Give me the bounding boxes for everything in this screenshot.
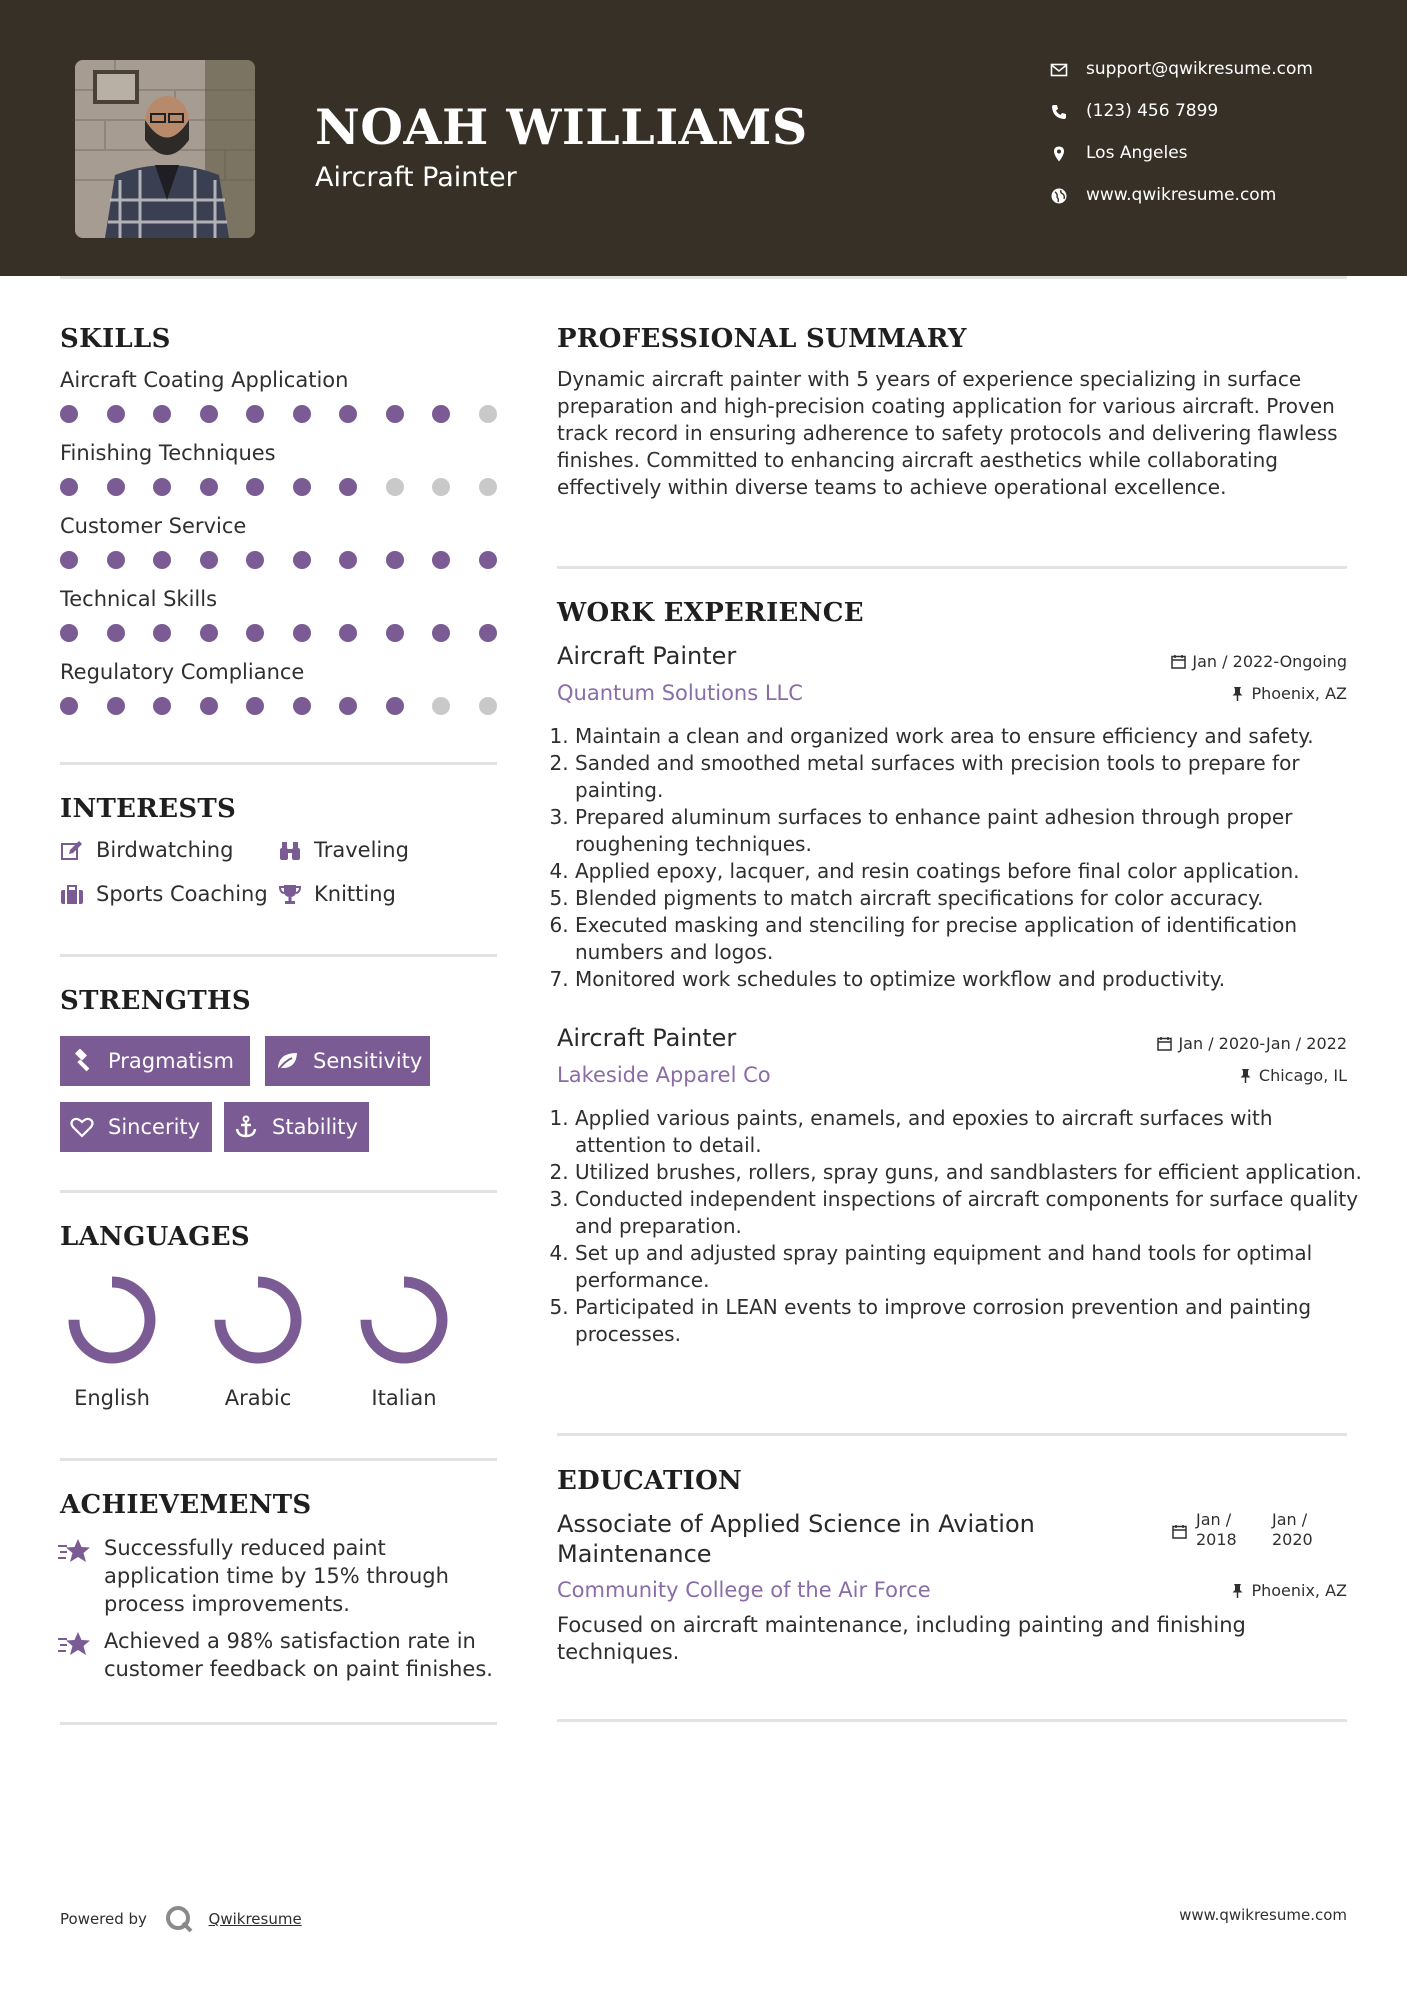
strength-badge-pragmatism	[60, 1036, 250, 1086]
anchor-icon	[234, 1115, 258, 1139]
skill-dot-filled	[432, 405, 450, 423]
heart-icon	[70, 1115, 94, 1139]
skill-dot-filled	[107, 478, 125, 496]
skill-dot-filled	[60, 624, 78, 642]
binoculars-icon	[278, 840, 302, 862]
skill-dot-filled	[153, 624, 171, 642]
calendar-icon	[1157, 1036, 1172, 1051]
language-level-arc	[220, 1282, 296, 1358]
skill-dot-filled	[293, 551, 311, 569]
pushpin-icon	[1230, 686, 1245, 701]
skill-dot-filled	[107, 551, 125, 569]
strength-label: Sensitivity	[313, 1049, 423, 1073]
footer-powered-by	[60, 1904, 302, 1934]
interest-label: Sports Coaching	[96, 882, 268, 906]
skill-name: Aircraft Coating Application	[60, 368, 349, 392]
date-month: Jan /	[1196, 1510, 1232, 1529]
skill-dot-filled	[200, 551, 218, 569]
skill-name: Technical Skills	[60, 587, 218, 611]
qwikresume-logo-icon	[164, 1904, 194, 1934]
education-end-date	[1272, 1510, 1313, 1550]
globe-icon	[1050, 187, 1068, 205]
map-pin-icon	[1050, 145, 1068, 163]
gavel-icon	[70, 1049, 94, 1073]
job-dates-text: Jan / 2020-Jan / 2022	[1178, 1034, 1347, 1053]
language-level-arc	[366, 1282, 442, 1358]
job-bullet: 5. Blended pigments to match aircraft specifications for color accuracy.	[575, 885, 1365, 912]
phone-icon	[1050, 103, 1068, 121]
language-label: English	[74, 1386, 150, 1410]
job-dates	[1157, 1034, 1347, 1053]
strength-badge-sensitivity	[265, 1036, 430, 1086]
job-bullet: 5. Participated in LEAN events to improve corrosion prevention and painting processes.	[575, 1294, 1365, 1348]
interest-label: Knitting	[314, 882, 396, 906]
skill-dot-filled	[60, 551, 78, 569]
skill-name: Customer Service	[60, 514, 247, 538]
skill-dot-filled	[479, 551, 497, 569]
job-bullets	[557, 723, 1365, 993]
job-bullet: 3. Conducted independent inspections of aircraft components for surface quality and preparation.	[575, 1186, 1365, 1240]
pushpin-icon	[1230, 1583, 1245, 1598]
experience-divider	[557, 1433, 1347, 1436]
skill-dot-filled	[339, 478, 357, 496]
job-bullets	[557, 1105, 1365, 1348]
skill-dot-filled	[107, 624, 125, 642]
job-role: Aircraft Painter	[557, 1024, 737, 1052]
skill-dot-filled	[293, 624, 311, 642]
languages-heading: LANGUAGES	[60, 1222, 250, 1252]
powered-by-text: Powered by	[60, 1910, 147, 1928]
skill-dot-filled	[153, 551, 171, 569]
skill-dot-filled	[339, 405, 357, 423]
education-location	[1230, 1581, 1347, 1600]
job-company: Lakeside Apparel Co	[557, 1063, 771, 1087]
summary-divider	[557, 566, 1347, 569]
skill-dot-empty	[479, 478, 497, 496]
resume-header	[0, 0, 1407, 276]
profile-photo	[75, 60, 255, 238]
skill-name: Regulatory Compliance	[60, 660, 305, 684]
skill-dot-filled	[432, 551, 450, 569]
envelope-icon	[1050, 61, 1068, 79]
strengths-divider	[60, 1190, 497, 1193]
contact-phone-text: (123) 456 7899	[1086, 101, 1219, 121]
date-year: 2020	[1272, 1530, 1313, 1549]
job-bullet: 1. Applied various paints, enamels, and epoxies to aircraft surfaces with attention to detail.	[575, 1105, 1365, 1159]
achievement-item: Achieved a 98% satisfaction rate in customer feedback on paint finishes.	[104, 1629, 493, 1681]
candidate-title: Aircraft Painter	[315, 162, 517, 193]
job-location-text: Chicago, IL	[1258, 1066, 1347, 1085]
skills-heading: SKILLS	[60, 324, 171, 354]
skill-dot-filled	[432, 624, 450, 642]
pencil-square-icon	[60, 840, 84, 862]
job-bullet: 2. Sanded and smoothed metal surfaces with precision tools to prepare for painting.	[575, 750, 1365, 804]
skill-dot-filled	[246, 697, 264, 715]
trophy-icon	[278, 884, 302, 906]
skill-dot-empty	[479, 697, 497, 715]
language-level-ring	[354, 1270, 454, 1370]
skill-dot-filled	[479, 624, 497, 642]
date-year: 2018	[1196, 1530, 1237, 1549]
calendar-icon	[1172, 1524, 1187, 1539]
skill-dot-filled	[339, 697, 357, 715]
skills-divider	[60, 762, 497, 765]
strength-label: Stability	[272, 1115, 358, 1139]
language-level-ring	[62, 1270, 162, 1370]
skill-dot-filled	[60, 405, 78, 423]
summary-heading: PROFESSIONAL SUMMARY	[557, 324, 967, 354]
education-description: Focused on aircraft maintenance, including painting and finishing techniques.	[557, 1613, 1246, 1664]
achievements-divider	[60, 1722, 497, 1725]
skill-dot-filled	[293, 405, 311, 423]
skill-dot-filled	[386, 551, 404, 569]
interests-heading: INTERESTS	[60, 794, 237, 824]
star-icon	[58, 1630, 92, 1660]
interest-label: Birdwatching	[96, 838, 234, 862]
star-icon	[58, 1537, 92, 1567]
skill-dot-filled	[386, 405, 404, 423]
candidate-name: NOAH WILLIAMS	[315, 98, 808, 156]
skill-dot-filled	[339, 624, 357, 642]
strengths-heading: STRENGTHS	[60, 986, 251, 1016]
skill-dot-filled	[246, 478, 264, 496]
language-level-ring	[208, 1270, 308, 1370]
skill-dot-filled	[200, 478, 218, 496]
achievement-item: Successfully reduced paint application time by 15% through process improvements.	[104, 1536, 449, 1616]
skill-dot-empty	[432, 478, 450, 496]
job-dates	[1171, 652, 1347, 671]
header-divider	[60, 276, 1347, 279]
achievements-heading: ACHIEVEMENTS	[60, 1490, 312, 1520]
interest-knitting	[278, 882, 498, 912]
job-location	[1238, 1066, 1347, 1085]
education-school: Community College of the Air Force	[557, 1578, 931, 1602]
job-bullet: 7. Monitored work schedules to optimize workflow and productivity.	[575, 966, 1365, 993]
education-location-text: Phoenix, AZ	[1251, 1581, 1347, 1600]
contact-email-text: support@qwikresume.com	[1086, 59, 1313, 79]
skill-dot-filled	[153, 478, 171, 496]
education-start-date	[1196, 1510, 1237, 1550]
job-bullet: 1. Maintain a clean and organized work area to ensure efficiency and safety.	[575, 723, 1365, 750]
date-month: Jan /	[1272, 1510, 1308, 1529]
education-degree: Associate of Applied Science in Aviation	[557, 1510, 1035, 1538]
skill-dot-filled	[200, 405, 218, 423]
contact-location-text: Los Angeles	[1086, 143, 1188, 163]
strength-label: Sincerity	[108, 1115, 201, 1139]
footer-site-link[interactable]: www.qwikresume.com	[1179, 1906, 1347, 1924]
job-bullet: 3. Prepared aluminum surfaces to enhance paint adhesion through proper roughening techniques.	[575, 804, 1365, 858]
job-bullet: 6. Executed masking and stenciling for precise application of identification numbers and logos.	[575, 912, 1365, 966]
job-bullet: 4. Applied epoxy, lacquer, and resin coatings before final color application.	[575, 858, 1365, 885]
education-heading: EDUCATION	[557, 1466, 743, 1496]
leaf-icon	[275, 1049, 299, 1073]
strength-badge-stability	[224, 1102, 369, 1152]
skill-dot-filled	[200, 697, 218, 715]
skill-dot-filled	[153, 405, 171, 423]
skill-dot-filled	[386, 697, 404, 715]
skill-dot-filled	[339, 551, 357, 569]
skill-dot-empty	[432, 697, 450, 715]
job-company: Quantum Solutions LLC	[557, 681, 803, 705]
job-role: Aircraft Painter	[557, 642, 737, 670]
job-bullet: 2. Utilized brushes, rollers, spray guns, and sandblasters for efficient application.	[575, 1159, 1365, 1186]
skill-dot-filled	[386, 624, 404, 642]
pushpin-icon	[1238, 1068, 1253, 1083]
skill-dot-filled	[246, 405, 264, 423]
skill-dot-filled	[107, 697, 125, 715]
languages-divider	[60, 1458, 497, 1461]
interest-label: Traveling	[314, 838, 409, 862]
summary-text: Dynamic aircraft painter with 5 years of experience specializing in surface preparation and high-precision coating application for various aircraft. Proven track record in ensuring adherence to safety protocols and delivering flawless finishes. Committed to enhancing aircraft aesthetics while collaborating effectively within diverse teams to achieve operational excellence.	[557, 367, 1338, 499]
job-location-text: Phoenix, AZ	[1251, 684, 1347, 703]
skill-dot-empty	[479, 405, 497, 423]
job-bullet: 4. Set up and adjusted spray painting equipment and hand tools for optimal performance.	[575, 1240, 1365, 1294]
contact-website-text: www.qwikresume.com	[1086, 185, 1277, 205]
language-label: Italian	[371, 1386, 437, 1410]
interests-divider	[60, 954, 497, 957]
strength-label: Pragmatism	[108, 1049, 234, 1073]
strength-badge-sincerity	[60, 1102, 212, 1152]
calendar-icon	[1171, 654, 1186, 669]
skill-dot-filled	[246, 551, 264, 569]
interest-traveling	[278, 838, 498, 868]
skill-dot-filled	[293, 478, 311, 496]
skill-dot-filled	[246, 624, 264, 642]
language-label: Arabic	[224, 1386, 292, 1410]
skill-dot-filled	[107, 405, 125, 423]
interest-birdwatching	[60, 838, 280, 868]
skill-dot-filled	[200, 624, 218, 642]
job-location	[1230, 684, 1347, 703]
education-divider	[557, 1719, 1347, 1722]
skill-dot-empty	[386, 478, 404, 496]
qwikresume-link[interactable]: Qwikresume	[208, 1910, 302, 1928]
briefcase-icon	[60, 884, 84, 906]
interest-sports-coaching	[60, 882, 280, 912]
education-degree-cont: Maintenance	[557, 1540, 712, 1568]
skill-dot-filled	[60, 697, 78, 715]
job-dates-text: Jan / 2022-Ongoing	[1192, 652, 1347, 671]
skill-dot-filled	[153, 697, 171, 715]
language-level-arc	[74, 1282, 150, 1358]
skill-dot-filled	[293, 697, 311, 715]
skill-name: Finishing Techniques	[60, 441, 276, 465]
skill-dot-filled	[60, 478, 78, 496]
experience-heading: WORK EXPERIENCE	[557, 598, 864, 628]
